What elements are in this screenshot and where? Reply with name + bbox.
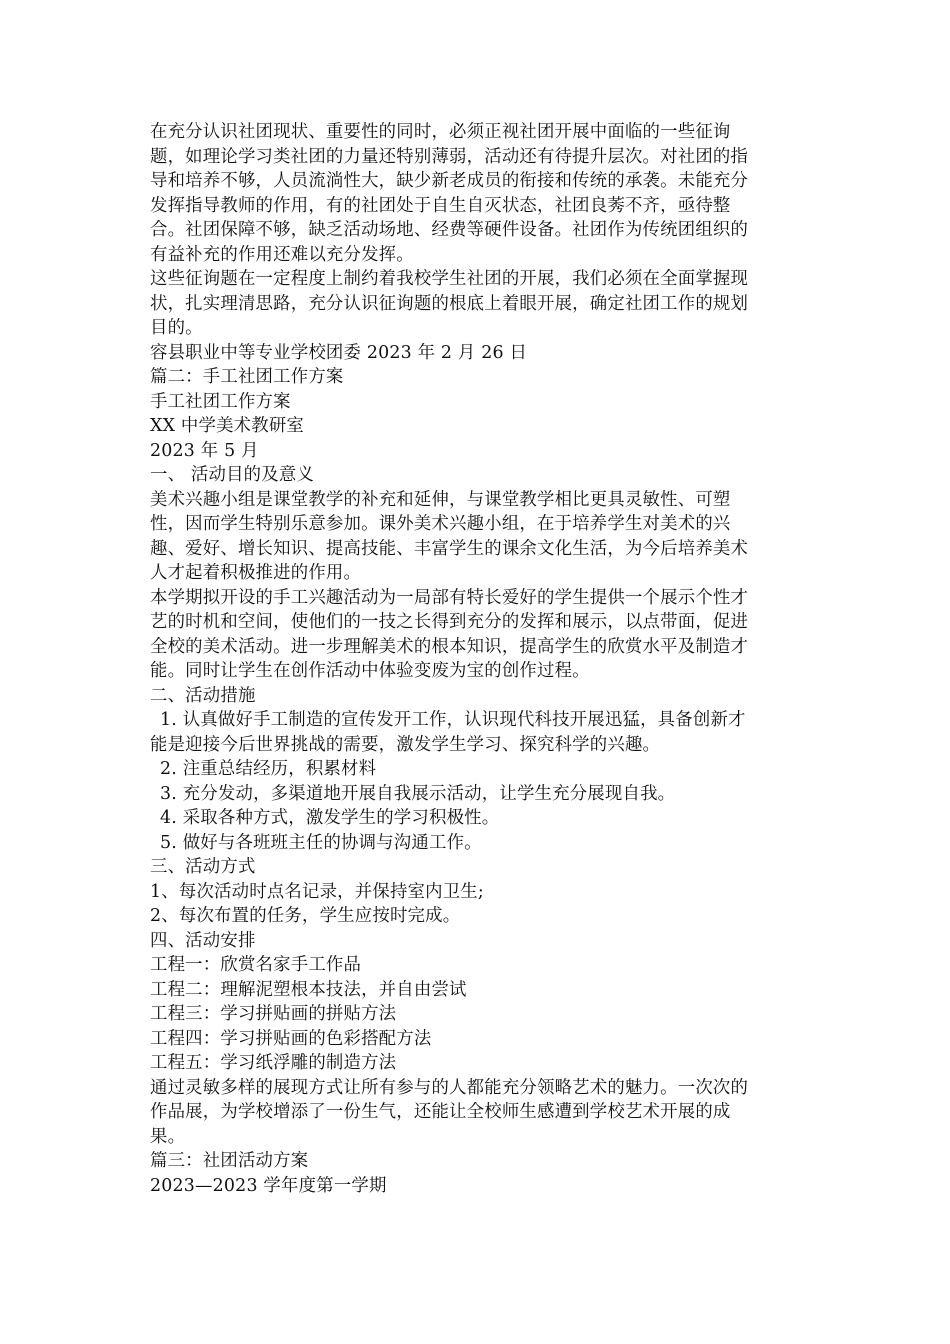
list-item: 工程三：学习拼贴画的拼贴方法: [150, 1004, 397, 1024]
list-item: 工程二：理解泥塑根本技法，并自由尝试: [150, 979, 467, 1000]
date-line: 2023 年 5 月: [150, 440, 259, 461]
signature-line: 容县职业中等专业学校团委 2023 年 2 月 26 日: [150, 342, 528, 363]
term-line: 2023—2023 学年度第一学期: [150, 1175, 387, 1196]
paragraph-line: 艺的时机和空间，使他们的一技之长得到充分的发挥和展示，以点带面，促进: [150, 612, 749, 632]
paragraph-line: 人才起着积极推进的作用。: [150, 563, 362, 583]
paragraph-line: 发挥指导教师的作用，有的社团处于自生自灭状态，社团良莠不齐，亟待整: [150, 195, 731, 216]
paragraph-line: 趣、爱好、增长知识、提高技能、丰富学生的课余文化生活，为今后培养美术: [150, 538, 749, 559]
paragraph-line: 在充分认识社团现状、重要性的同时，必须正视社团开展中面临的一些征询: [150, 122, 731, 142]
section-heading: 一、 活动目的及意义: [150, 465, 315, 485]
list-item: 工程五：学习纸浮雕的制造方法: [150, 1053, 397, 1073]
section-heading: 三、活动方式: [150, 857, 256, 877]
section-heading: 篇二：手工社团工作方案: [150, 367, 344, 387]
paragraph-line: 美术兴趣小组是课堂教学的补充和延伸，与课堂教学相比更具灵敏性、可塑: [150, 489, 731, 510]
paragraph-line: 性，因而学生特别乐意参加。课外美术兴趣小组，在于培养学生对美术的兴: [150, 514, 731, 534]
section-heading: 四、活动安排: [150, 930, 256, 951]
paragraph-line: 本学期拟开设的手工兴趣活动为一局部有特长爱好的学生提供一个展示个性才: [150, 587, 749, 608]
section-heading: 二、活动措施: [150, 685, 256, 706]
paragraph-line: 果。: [150, 1126, 186, 1147]
list-item-continuation: 能是迎接今后世界挑战的需要，激发学生学习、探究科学的兴趣。: [150, 734, 661, 755]
paragraph-line: 目的。: [150, 318, 203, 338]
list-item: 1、每次活动时点名记录，并保持室内卫生;: [150, 881, 484, 902]
paragraph-line: 有益补充的作用还难以充分发挥。: [150, 244, 414, 265]
paragraph-line: 题，如理论学习类社团的力量还特别薄弱，活动还有待提升层次。对社团的指: [150, 146, 749, 167]
list-item: 4. 采取各种方式，激发学生的学习积极性。: [160, 808, 500, 828]
list-item: 工程四：学习拼贴画的色彩搭配方法: [150, 1028, 432, 1049]
list-item: 5. 做好与各班班主任的协调与沟通工作。: [160, 832, 482, 853]
section-heading: 篇三：社团活动方案: [150, 1151, 309, 1171]
paragraph-line: 导和培养不够，人员流淌性大，缺少新老成员的衔接和传统的承袭。未能充分: [150, 171, 749, 191]
list-item: 3. 充分发动，多渠道地开展自我展示活动，让学生充分展现自我。: [160, 783, 676, 804]
document-title: 手工社团工作方案: [150, 391, 291, 412]
paragraph-line: 状，扎实理清思路，充分认识征询题的根底上着眼开展，确定社团工作的规划: [150, 293, 749, 314]
paragraph-line: 作品展，为学校增添了一份生气，还能让全校师生感遭到学校艺术开展的成: [150, 1102, 731, 1122]
paragraph-line: 能。同时让学生在创作活动中体验变废为宝的创作过程。: [150, 661, 590, 681]
document-body: [150, 120, 810, 1198]
paragraph-line: 合。社团保障不够，缺乏活动场地、经费等硬件设备。社团作为传统团组织的: [150, 220, 749, 240]
list-item: 1. 认真做好手工制造的宣传发开工作，认识现代科技开展迅猛，具备创新才: [160, 710, 746, 730]
list-item: 2、每次布置的任务，学生应按时完成。: [150, 906, 461, 926]
list-item: 工程一：欣赏名家手工作品: [150, 955, 362, 975]
organization-line: XX 中学美术教研室: [150, 416, 305, 436]
paragraph-line: 通过灵敏多样的展现方式让所有参与的人都能充分领略艺术的魅力。一次次的: [150, 1077, 749, 1098]
list-item: 2. 注重总结经历，积累材料: [160, 759, 377, 779]
paragraph-line: 这些征询题在一定程度上制约着我校学生社团的开展，我们必须在全面掌握现: [150, 269, 749, 289]
paragraph-line: 全校的美术活动。进一步理解美术的根本知识，提高学生的欣赏水平及制造才: [150, 636, 749, 657]
